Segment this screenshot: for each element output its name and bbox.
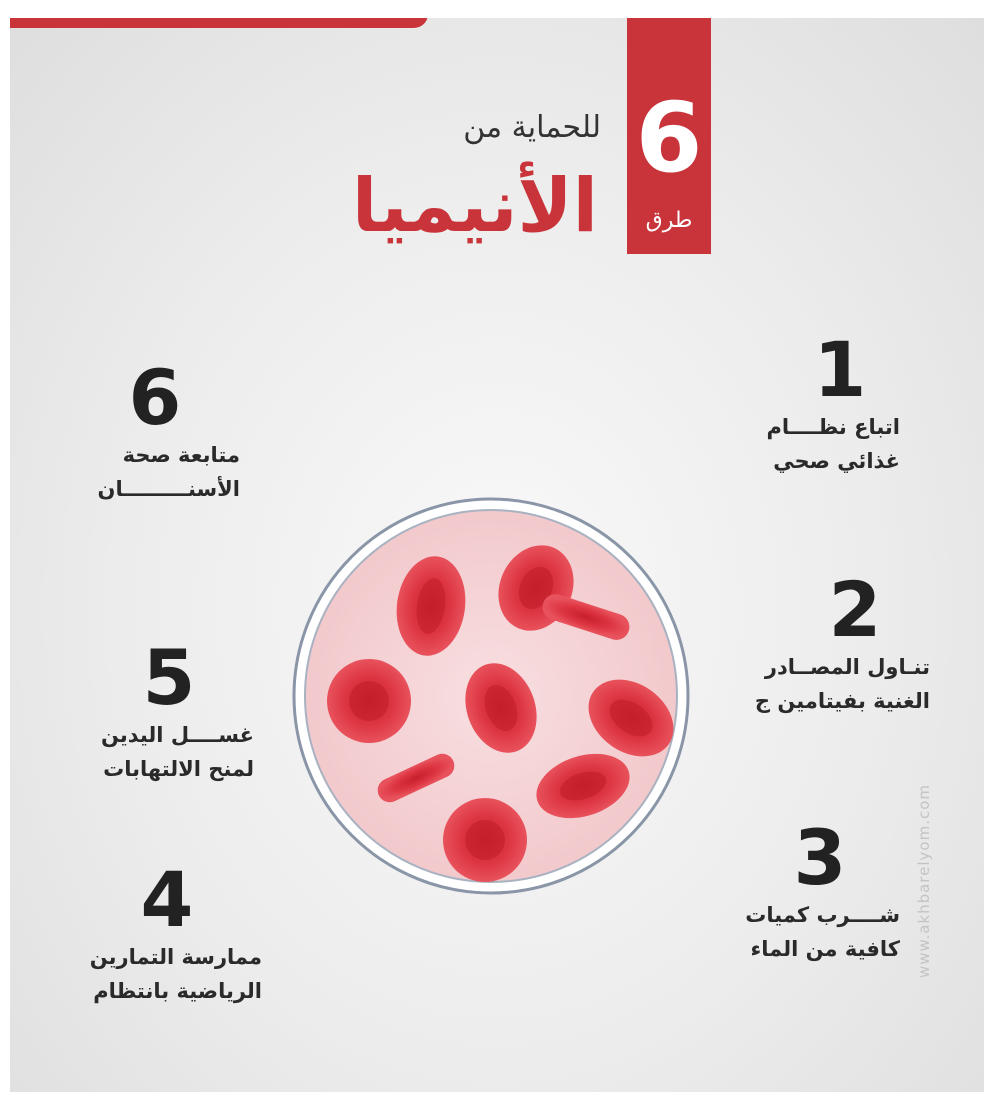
tip-line: ممارسة التمارين bbox=[89, 945, 262, 969]
header-badge bbox=[627, 18, 711, 254]
tip-line: كافية من الماء bbox=[750, 937, 900, 961]
subtitle: للحماية من bbox=[463, 110, 601, 145]
tip-3 bbox=[670, 813, 900, 966]
badge-number: 6 bbox=[635, 82, 703, 194]
tip-number: 5 bbox=[142, 633, 196, 722]
red-blood-cell bbox=[443, 798, 527, 882]
tip-number: 3 bbox=[793, 813, 847, 902]
tip-line: غذائي صحي bbox=[773, 449, 900, 473]
tip-line: غســــل اليدين bbox=[100, 723, 254, 747]
tip-number: 2 bbox=[828, 565, 882, 654]
tip-line: الرياضية بانتظام bbox=[93, 979, 262, 1003]
top-accent-strip bbox=[10, 18, 428, 28]
tip-2 bbox=[700, 565, 930, 718]
tip-line: الغنية بفيتامين ج bbox=[754, 689, 930, 713]
tip-line: تنـاول المصــادر bbox=[764, 655, 930, 679]
page-title: الأنيميا bbox=[351, 163, 598, 249]
tip-4 bbox=[32, 855, 262, 1008]
tip-line: متابعة صحة bbox=[122, 443, 240, 467]
tip-line: الأسنـــــــــان bbox=[97, 477, 240, 501]
tip-line: شــــرب كميات bbox=[745, 903, 900, 927]
tip-1 bbox=[670, 325, 900, 478]
badge-word: طرق bbox=[645, 208, 693, 233]
blood-cells-illustration bbox=[291, 496, 691, 896]
infographic-poster bbox=[10, 18, 984, 1092]
tip-line: اتباع نظــــام bbox=[766, 415, 900, 439]
tip-number: 1 bbox=[813, 325, 867, 414]
red-blood-cell bbox=[327, 659, 411, 743]
tip-6 bbox=[10, 353, 240, 506]
tip-line: لمنح الالتهابات bbox=[103, 757, 254, 781]
tip-5 bbox=[24, 633, 254, 786]
watermark: www.akhbarelyom.com bbox=[915, 784, 933, 978]
tip-number: 4 bbox=[140, 855, 194, 944]
tip-number: 6 bbox=[128, 353, 182, 442]
